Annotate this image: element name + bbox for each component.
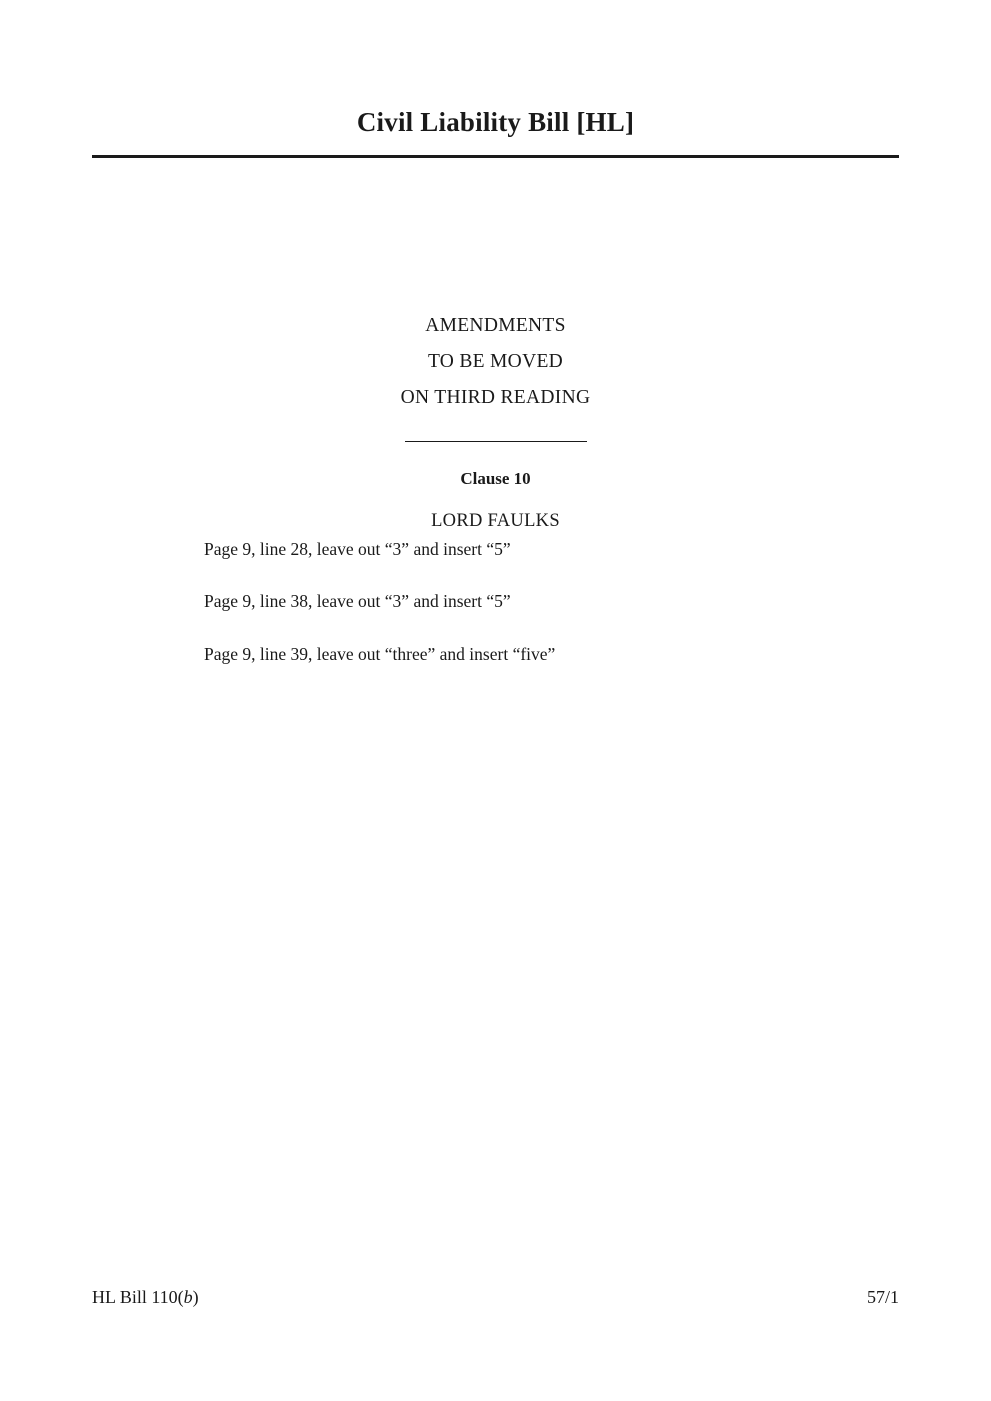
title-divider: [92, 155, 899, 158]
heading-line-amendments: AMENDMENTS: [425, 314, 566, 336]
list-item: Page 9, line 38, leave out “3” and insert “5”: [204, 591, 511, 612]
member-name: LORD FAULKS: [431, 510, 560, 531]
page-footer: [92, 1287, 899, 1308]
bill-number: [92, 1287, 199, 1308]
heading-divider: [405, 440, 587, 442]
clause-heading: Clause 10: [460, 468, 531, 488]
bill-number-italic: b: [183, 1287, 193, 1307]
bill-number-prefix: HL Bill 110(: [92, 1287, 184, 1307]
page-reference: 57/1: [866, 1287, 899, 1307]
heading-line-to-be-moved: TO BE MOVED: [427, 350, 564, 372]
heading-line-on-third-reading: ON THIRD READING: [400, 386, 591, 408]
page-title: Civil Liability Bill [HL]: [356, 107, 635, 137]
bill-number-suffix: ): [192, 1287, 199, 1307]
amendments-heading-block: [92, 308, 899, 442]
list-item: Page 9, line 39, leave out “three” and insert “five”: [204, 643, 556, 664]
amendments-list: [92, 538, 899, 667]
list-item: Page 9, line 28, leave out “3” and insert “5”: [204, 538, 511, 559]
page-content: [92, 0, 899, 1401]
